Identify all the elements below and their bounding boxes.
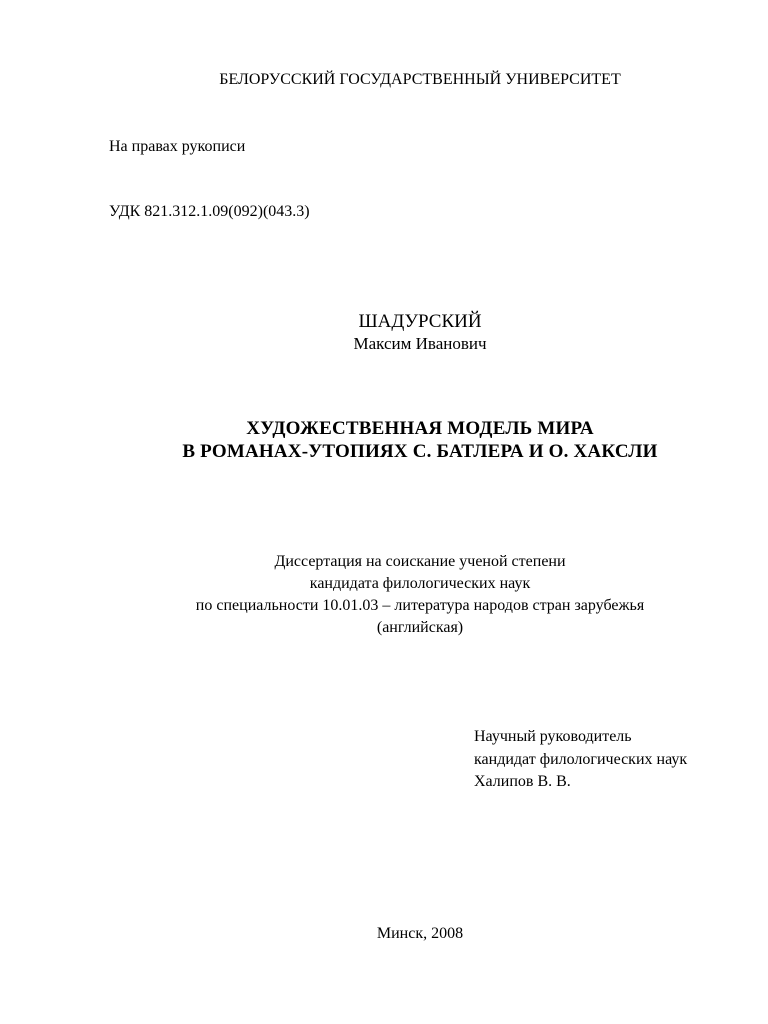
dissertation-info-line-4: (английская) xyxy=(376,619,464,636)
udk-code: УДК 821.312.1.09(092)(043.3) xyxy=(109,203,310,220)
manuscript-rights-note: На правах рукописи xyxy=(109,138,246,155)
dissertation-info-line-2: кандидата филологических наук xyxy=(309,575,531,592)
dissertation-info-line-3: по специальности 10.01.03 – литература народов стран зарубежья xyxy=(195,597,645,614)
dissertation-title-line-1: ХУДОЖЕСТВЕННАЯ МОДЕЛЬ МИРА xyxy=(246,418,594,439)
author-surname: ШАДУРСКИЙ xyxy=(358,311,482,332)
place-and-year: Минск, 2008 xyxy=(376,925,464,942)
university-name: БЕЛОРУССКИЙ ГОСУДАРСТВЕННЫЙ УНИВЕРСИТЕТ xyxy=(219,71,621,88)
dissertation-title-line-2: В РОМАНАХ-УТОПИЯХ С. БАТЛЕРА И О. ХАКСЛИ xyxy=(182,441,658,462)
dissertation-info-line-1: Диссертация на соискание ученой степени xyxy=(274,553,566,570)
supervisor-role: Научный руководитель xyxy=(474,728,632,745)
supervisor-name: Халипов В. В. xyxy=(474,773,571,790)
author-given-names: Максим Иванович xyxy=(353,334,487,353)
supervisor-degree: кандидат филологических наук xyxy=(474,751,688,768)
